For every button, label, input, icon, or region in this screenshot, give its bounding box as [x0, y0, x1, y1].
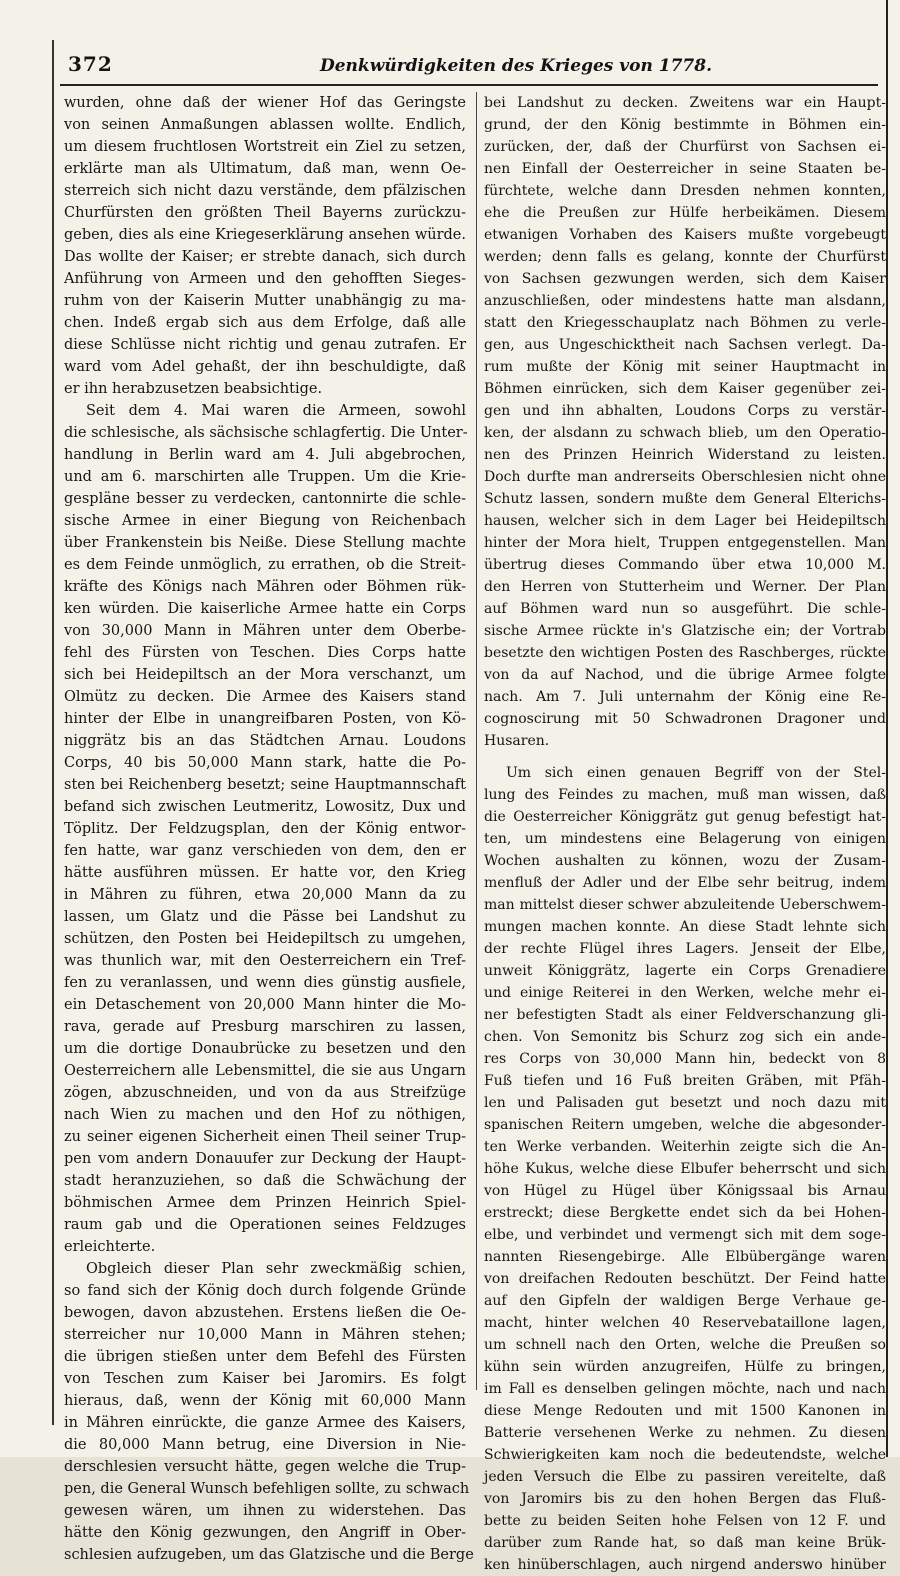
text-line: hätte ausführen müssen. Er hatte vor, den Krieg — [64, 865, 466, 881]
text-line: ruhm von der Kaiserin Mutter unabhängig zu ma- — [64, 293, 466, 309]
text-line: von Sachsen gezwungen werden, sich dem Kaiser — [484, 271, 886, 287]
text-line: niggrätz bis an das Städtchen Arnau. Loudons — [64, 733, 466, 749]
text-line: diese Schlüsse nicht richtig und genau zutrafen. Er — [64, 337, 466, 353]
text-line: auf Böhmen ward nun so ausgeführt. Die schle- — [484, 601, 886, 617]
text-line: fürchtete, welche dann Dresden nehmen konnten, — [484, 183, 886, 199]
text-line: um schnell nach den Orten, welche die Preußen so — [484, 1337, 886, 1353]
right-margin-rule — [886, 0, 888, 1457]
text-line: jeden Versuch die Elbe zu passiren vereitelte, daß — [484, 1469, 886, 1485]
text-line: die schlesische, als sächsische schlagfertig. Die Unter- — [64, 425, 468, 441]
text-line: ner befestigten Stadt als einer Feldverschanzung gli- — [484, 1007, 886, 1023]
text-line: über Frankenstein bis Neiße. Diese Stellung machte — [64, 535, 466, 551]
text-line: ein Detaschement von 20,000 Mann hinter die Mo- — [64, 997, 466, 1013]
text-line: rum mußte der König mit seiner Hauptmacht in — [484, 359, 886, 375]
running-head: Denkwürdigkeiten des Krieges von 1778. — [320, 56, 712, 76]
text-line: hinter der Mora hielt, Truppen entgegenstellen. Man — [484, 535, 886, 551]
text-line: ten Werke verbanden. Weiterhin zeigte sich die An- — [484, 1139, 886, 1155]
text-line: Wochen aushalten zu können, wozu der Zusam- — [484, 853, 886, 869]
text-line: übertrug dieses Commando über etwa 10,000 M. — [484, 557, 886, 573]
text-line: und am 6. marschirten alle Truppen. Um die Krie- — [64, 469, 466, 485]
text-line: Churfürsten den größten Theil Bayerns zurückzu- — [64, 205, 466, 221]
text-line: hieraus, daß, wenn der König mit 60,000 Mann — [64, 1393, 466, 1409]
text-line: den Herren von Stutterheim und Werner. Der Plan — [484, 579, 886, 595]
text-line: pen vom andern Donauufer zur Deckung der Haupt- — [64, 1151, 466, 1167]
text-line: Anführung von Armeen und den gehofften Sieges- — [64, 271, 466, 287]
text-line: nen des Prinzen Heinrich Widerstand zu leisten. — [484, 447, 886, 463]
text-line: erklärte man als Ultimatum, daß man, wenn Oe- — [64, 161, 466, 177]
text-line: len und Palisaden gut besetzt und noch dazu mit — [484, 1095, 886, 1111]
text-line: schlesien aufzugeben, um das Glatzische und die Berge — [64, 1547, 474, 1563]
text-line: ken, der alsdann zu schwach blieb, um den Operatio- — [484, 425, 886, 441]
text-line: etwanigen Vorhaben des Kaisers mußte vorgebeugt — [484, 227, 886, 243]
text-line: in Mähren zu führen, etwa 20,000 Mann da zu — [64, 887, 466, 903]
left-text-column — [64, 92, 474, 1563]
text-line: werden; denn falls es gelang, konnte der Churfürst — [484, 249, 886, 265]
text-line: sische Armee rückte in's Glatzische ein; der Vortrab — [484, 623, 886, 639]
text-line: zu seiner eigenen Sicherheit einen Theil seiner Trup- — [64, 1129, 466, 1145]
text-line: geben, dies als eine Kriegeserklärung ansehen würde. — [64, 227, 466, 243]
text-line: kräfte des Königs nach Mähren oder Böhmen rük- — [64, 579, 466, 595]
text-line: sische Armee in einer Biegung von Reichenbach — [64, 513, 466, 529]
text-line: von seinen Anmaßungen ablassen wollte. Endlich, — [64, 117, 466, 133]
text-line: Husaren. — [484, 733, 550, 749]
text-line: von 30,000 Mann in Mähren unter dem Oberbe- — [64, 623, 466, 639]
text-line: Corps, 40 bis 50,000 Mann stark, hatte die Po- — [64, 755, 466, 771]
text-line: es dem Feinde unmöglich, zu errathen, ob die Streit- — [64, 557, 466, 573]
column-divider — [476, 92, 477, 1390]
text-line: Oesterreichern alle Lebensmittel, die sie aus Ungarn — [64, 1063, 466, 1079]
text-line: unweit Königgrätz, lagerte ein Corps Grenadiere — [484, 963, 886, 979]
text-line: nannten Riesengebirge. Alle Elbübergänge waren — [484, 1249, 886, 1265]
text-line: ken hinüberschlagen, auch nirgend anderswo hinüber — [484, 1557, 886, 1573]
text-line: res Corps von 30,000 Mann hin, bedeckt von 8 — [484, 1051, 886, 1067]
text-line: gespläne besser zu verdecken, cantonnirte die schle- — [64, 491, 466, 507]
text-line: von Teschen zum Kaiser bei Jaromirs. Es folgt — [64, 1371, 466, 1387]
text-line: ehe die Preußen zur Hülfe herbeikämen. Diesem — [484, 205, 886, 221]
text-line: um die dortige Donaubrücke zu besetzen und den — [64, 1041, 466, 1057]
text-line: die übrigen stießen unter dem Befehl des Fürsten — [64, 1349, 466, 1365]
text-line: Batterie versehenen Werke zu nehmen. Zu diesen — [484, 1425, 886, 1441]
text-line: auf den Gipfeln der waldigen Berge Verhaue ge- — [484, 1293, 886, 1309]
text-line: cognoscirung mit 50 Schwadronen Dragoner und — [484, 711, 886, 727]
text-line: so fand sich der König doch durch folgende Gründe — [64, 1283, 466, 1299]
text-line: darüber zum Rande hat, so daß man keine Brük- — [484, 1535, 886, 1551]
text-line: nach Wien zu machen und den Hof zu nöthigen, — [64, 1107, 466, 1123]
text-line: elbe, und verbindet und vermengt sich mit dem soge- — [484, 1227, 886, 1243]
text-line: nen Einfall der Oesterreicher in seine Staaten be- — [484, 161, 886, 177]
text-line: Fuß tiefen und 16 Fuß breiten Gräben, mit Pfäh- — [484, 1073, 886, 1089]
text-line: zurücken, der, daß der Churfürst von Sachsen ei- — [484, 139, 886, 155]
text-line: erleichterte. — [64, 1239, 156, 1255]
text-line: macht, hinter welchen 40 Reservebataillone lagen, — [484, 1315, 886, 1331]
text-line: spanischen Reitern umgeben, welche die abgesonder- — [484, 1117, 886, 1133]
text-line: und einige Reiterei in den Werken, welche mehr ei- — [484, 985, 886, 1001]
text-line: handlung in Berlin ward am 4. Juli abgebrochen, — [64, 447, 466, 463]
text-line: hätte den König gezwungen, den Angriff in Ober- — [64, 1525, 466, 1541]
text-line: gen und ihn abhalten, Loudons Corps zu verstär- — [484, 403, 886, 419]
text-line: gen, aus Ungeschicktheit nach Sachsen verlegt. Da- — [484, 337, 886, 353]
text-line: rava, gerade auf Presburg marschiren zu lassen, — [64, 1019, 466, 1035]
text-line: bewogen, davon abzustehen. Erstens ließen die Oe- — [64, 1305, 466, 1321]
text-line: fen hatte, war ganz verschieden von dem, den er — [64, 843, 466, 859]
text-line: gewesen wären, um ihnen zu widerstehen. Das — [64, 1503, 466, 1519]
text-line: sten bei Reichenberg besetzt; seine Hauptmannschaft — [64, 777, 466, 793]
page-number: 372 — [68, 52, 113, 76]
text-line: was thunlich war, mit den Oesterreichern ein Tref- — [64, 953, 466, 969]
text-line: Schwierigkeiten kam noch die bedeutendste, welche — [484, 1447, 886, 1463]
text-line: um diesem fruchtlosen Wortstreit ein Ziel zu setzen, — [64, 139, 466, 155]
text-line: fen zu veranlassen, und wenn dies günstig ausfiele, — [64, 975, 466, 991]
text-line: bei Landshut zu decken. Zweitens war ein Haupt- — [484, 95, 886, 111]
text-line: ward vom Adel gehaßt, der ihn beschuldigte, daß — [64, 359, 466, 375]
text-line: pen, die General Wunsch befehligen sollte, zu schwach — [64, 1481, 470, 1497]
text-line: statt den Kriegesschauplatz nach Böhmen zu verle- — [484, 315, 886, 331]
text-line: kühn sein würden anzugreifen, Hülfe zu bringen, — [484, 1359, 886, 1375]
text-line: in Mähren einrückte, die ganze Armee des Kaisers, — [64, 1415, 466, 1431]
text-line: hausen, welcher sich in dem Lager bei Heidepiltsch — [484, 513, 886, 529]
text-line: chen. Indeß ergab sich aus dem Erfolge, daß alle — [64, 315, 466, 331]
text-line: Das wollte der Kaiser; er strebte danach, sich durch — [64, 249, 466, 265]
text-line: im Fall es denselben gelingen möchte, nach und nach — [484, 1381, 886, 1397]
text-line: diese Menge Redouten und mit 1500 Kanonen in — [484, 1403, 886, 1419]
text-line: lung des Feindes zu machen, muß man wissen, daß — [484, 787, 886, 803]
text-line: man mittelst dieser schwer abzuleitende Ueberschwem- — [484, 897, 886, 913]
text-line: von Jaromirs bis zu den hohen Bergen das Fluß- — [484, 1491, 886, 1507]
text-line: Doch durfte man andrerseits Oberschlesien nicht ohne — [484, 469, 886, 485]
text-line: bette zu beiden Seiten hohe Felsen von 12 F. und — [484, 1513, 886, 1529]
text-line: befand sich zwischen Leutmeritz, Lowositz, Dux und — [64, 799, 466, 815]
text-line: grund, der den König bestimmte in Böhmen ein- — [484, 117, 886, 133]
text-line: chen. Von Semonitz bis Schurz zog sich ein ande- — [484, 1029, 886, 1045]
text-line: erstreckt; diese Bergkette endet sich da bei Hohen- — [484, 1205, 886, 1221]
text-line: Töplitz. Der Feldzugsplan, den der König entwor- — [64, 821, 466, 837]
text-line: Olmütz zu decken. Die Armee des Kaisers stand — [64, 689, 466, 705]
text-line: nach. Am 7. Juli unternahm der König eine Re- — [484, 689, 886, 705]
page-header — [60, 48, 878, 86]
text-line: Schutz lassen, sondern mußte dem General Elterichs- — [484, 491, 886, 507]
text-line: er ihn herabzusetzen beabsichtige. — [64, 381, 323, 397]
text-line: sich bei Heidepiltsch an der Mora verschanzt, um — [64, 667, 466, 683]
text-line: Um sich einen genauen Begriff von der Stel- — [506, 765, 886, 781]
text-line: derschlesien versucht hätte, gegen welche die Trup- — [64, 1459, 466, 1475]
text-line: hinter der Elbe in unangreifbaren Posten, von Kö- — [64, 711, 466, 727]
text-line: lassen, um Glatz und die Pässe bei Landshut zu — [64, 909, 466, 925]
text-line: raum gab und die Operationen seines Feldzuges — [64, 1217, 466, 1233]
right-text-column — [484, 92, 886, 1573]
text-line: Obgleich dieser Plan sehr zweckmäßig schien, — [86, 1261, 466, 1277]
text-line: wurden, ohne daß der wiener Hof das Geringste — [64, 95, 466, 111]
text-line: ken würden. Die kaiserliche Armee hatte ein Corps — [64, 601, 466, 617]
left-margin-rule — [52, 40, 54, 1425]
text-line: böhmischen Armee dem Prinzen Heinrich Spiel- — [64, 1195, 466, 1211]
text-line: fehl des Fürsten von Teschen. Dies Corps hatte — [64, 645, 466, 661]
text-line: besetzte den wichtigen Posten des Raschberges, rückte — [484, 645, 886, 661]
text-line: schützen, den Posten bei Heidepiltsch zu umgehen, — [64, 931, 466, 947]
text-line: die 80,000 Mann betrug, eine Diversion in Nie- — [64, 1437, 466, 1453]
text-line: ten, um mindestens eine Belagerung von einigen — [484, 831, 886, 847]
text-line: von Hügel zu Hügel über Königssaal bis Arnau — [484, 1183, 886, 1199]
text-line: höhe Kukus, welche diese Elbufer beherrscht und sich — [484, 1161, 886, 1177]
text-line: anzuschließen, oder mindestens hatte man alsdann, — [484, 293, 886, 309]
text-line: sterreicher nur 10,000 Mann in Mähren stehen; — [64, 1327, 466, 1343]
text-line: von dreifachen Redouten beschützt. Der Feind hatte — [484, 1271, 886, 1287]
text-line: von da auf Nachod, und die übrige Armee folgte — [484, 667, 886, 683]
text-line: die Oesterreicher Königgrätz gut genug befestigt hat- — [484, 809, 886, 825]
text-line: der rechte Flügel ihres Lagers. Jenseit der Elbe, — [484, 941, 886, 957]
text-line: menfluß der Adler und der Elbe sehr beitrug, indem — [484, 875, 886, 891]
text-line: sterreich sich nicht dazu verstände, dem pfälzischen — [64, 183, 466, 199]
text-line: stadt heranzuziehen, so daß die Schwächung der — [64, 1173, 466, 1189]
text-line: mungen machen konnte. An diese Stadt lehnte sich — [484, 919, 886, 935]
text-line: Seit dem 4. Mai waren die Armeen, sowohl — [86, 403, 466, 419]
text-line: zögen, abzuschneiden, und von da aus Streifzüge — [64, 1085, 466, 1101]
text-line: Böhmen einrücken, sich dem Kaiser gegenüber zei- — [484, 381, 886, 397]
paragraph-spacer — [484, 752, 886, 762]
